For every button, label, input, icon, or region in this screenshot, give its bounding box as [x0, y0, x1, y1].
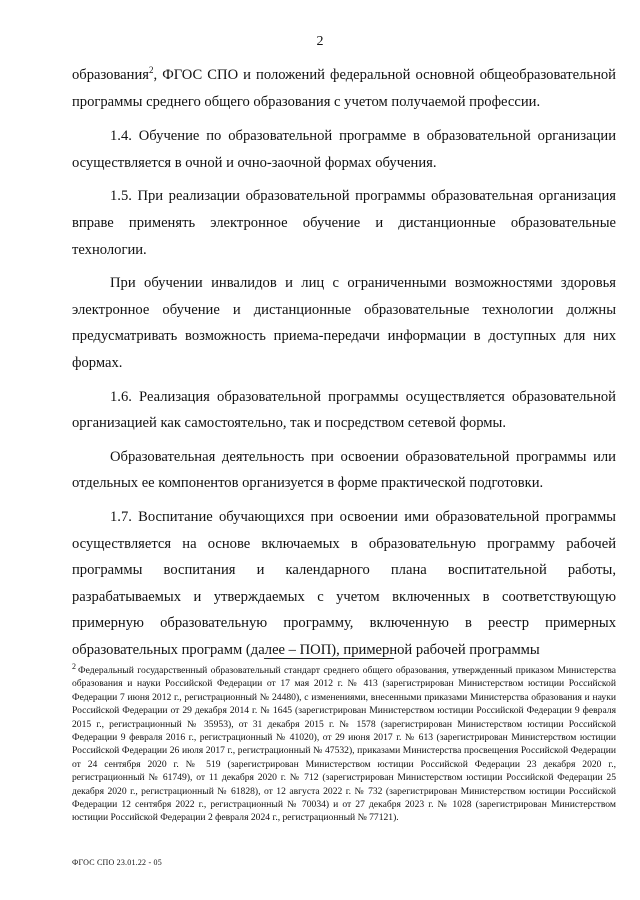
paragraph-1-4: 1.4. Обучение по образовательной программе в образовательной организации осуществляется в очной и очно-заочной формах обучения. [72, 128, 616, 171]
document-body [72, 62, 616, 670]
paragraph-1-5: 1.5. При реализации образовательной программы образовательная организация вправе применять электронное обучение и дистанционные образовательные технологии. [72, 188, 616, 258]
paragraph-1-6: 1.6. Реализация образовательной программы осуществляется образовательной организацией как самостоятельно, так и посредством сетевой формы. [72, 388, 616, 432]
paragraph-disabled-learners: При обучении инвалидов и лиц с ограниченными возможностями здоровья электронное обучение и дистанционные образовательные технологии должны предусматривать возможность приема-передачи информации в доступных для них формах. [72, 275, 616, 371]
footnote-text: Федеральный государственный образовательный стандарт среднего общего образования, утвержденный приказом Министерства образования и науки Российской Федерации от 17 мая 2012 г. № 413 (зарегистрирован Министерством юстиции Российской Федерации 7 июня 2012 г., регистрационный № 24480), с изменениями, внесенными приказами Министерства образования и науки Российской Федерации от 29 декабря 2014 г. № 1645 (зарегистрирован Министерством юстиции Российской Федерации 9 февраля 2015 г., регистрационный № 35953), от 31 декабря 2015 г. № 1578 (зарегистрирован Министерством юстиции Российской Федерации 9 февраля 2016 г., регистрационный № 41020), от 29 июня 2017 г. № 613 (зарегистрирован Министерством юстиции Российской Федерации 26 июля 2017 г., регистрационный № 47532), приказами Министерства просвещения Российской Федерации от 24 сентября 2020 г. № 519 (зарегистрирован Министерством юстиции Российской Федерации 23 декабря 2020 г., регистрационный № 61749), от 11 декабря 2020 г. № 712 (зарегистрирован Министерством юстиции Российской Федерации 25 декабря 2020 г., регистрационный № 61828), от 12 августа 2022 г. № 732 (зарегистрирован Министерством юстиции Российской Федерации 12 сентября 2022 г., регистрационный № 70034) и от 27 декабря 2023 г. № 1028 (зарегистрирован Министерством юстиции Российской Федерации 2 февраля 2024 г., регистрационный № 77121). [72, 665, 616, 824]
footnote-divider [264, 658, 394, 659]
document-code: ФГОС СПО 23.01.22 - 05 [72, 858, 162, 867]
footnote-marker: 2 [72, 661, 76, 671]
paragraph-practical-training: Образовательная деятельность при освоении образовательной программы или отдельных ее компонентов организуется в форме практической подготовки. [72, 448, 616, 492]
paragraph-intro-start: образования [72, 67, 149, 83]
footnote-reference: 2 [148, 65, 154, 76]
footnote [72, 661, 616, 825]
page-number: 2 [316, 34, 324, 49]
paragraph-1-7: 1.7. Воспитание обучающихся при освоении ими образовательной программы осуществляется на основе включаемых в образовательную программу рабочей программы воспитания и календарного плана воспитательной работы, разрабатываемых и утверждаемых с учетом включенных в соответствующую примерную образовательную программу, включенную в реестр примерных образовательных программ (далее – ПОП), примерной рабочей программы [72, 508, 616, 658]
paragraph-intro [72, 62, 616, 115]
paragraph-intro-rest: , ФГОС СПО и положений федеральной основной общеобразовательной программы среднего общего образования с учетом получаемой профессии. [72, 67, 616, 110]
